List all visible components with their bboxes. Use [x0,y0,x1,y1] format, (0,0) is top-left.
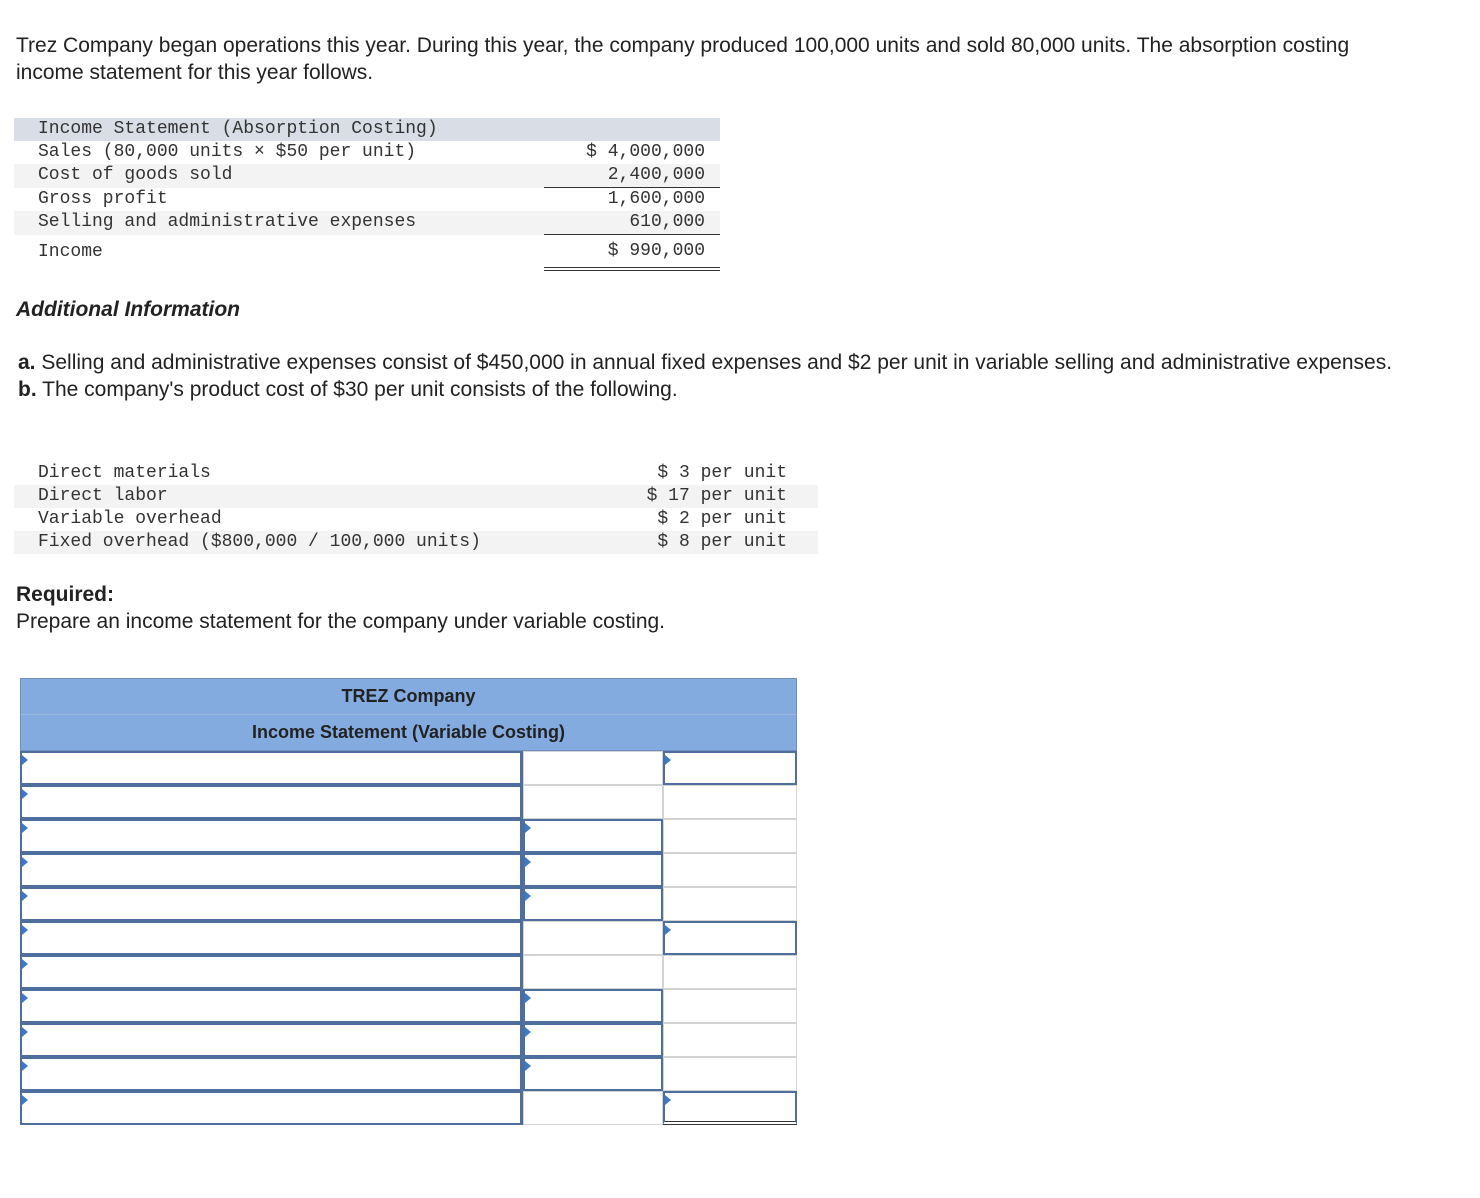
absorption-row-gross-profit [14,188,720,212]
required-title: Required: [16,583,115,606]
additional-item-b [18,376,1398,403]
row-value: $ 3 per unit [657,463,787,483]
absorption-row-cogs [14,164,720,188]
absorption-row-sga [14,211,720,235]
worksheet-row-4 [20,853,797,887]
line-label-input[interactable] [20,887,523,921]
worksheet-company-header [20,678,797,715]
line-label-input[interactable] [20,785,523,819]
total-cell [663,1057,797,1091]
line-label-input[interactable] [20,853,523,887]
row-value: $ 4,000,000 [586,142,705,162]
absorption-row-income [14,235,720,270]
worksheet-row-5 [20,887,797,921]
row-label: Direct labor [14,485,618,508]
total-cell [663,887,797,921]
line-label-input[interactable] [20,989,523,1023]
absorption-income-statement [14,118,720,271]
row-label: Fixed overhead ($800,000 / 100,000 units) [14,531,618,554]
product-cost-row [14,508,818,531]
row-value: 1,600,000 [607,189,705,209]
amount-cell [523,921,663,955]
line-label-input[interactable] [20,1023,523,1057]
additional-info-title: Additional Information [16,298,240,321]
worksheet-row-3 [20,819,797,853]
amount-input[interactable] [523,989,663,1023]
worksheet-row-11 [20,1091,797,1125]
line-label-input[interactable] [20,819,523,853]
line-label-input[interactable] [20,921,523,955]
row-label: Variable overhead [38,509,222,529]
item-text: The company's product cost of $30 per unit consists of the following. [42,378,678,401]
amount-input[interactable] [523,887,663,921]
worksheet-row-6 [20,921,797,955]
row-label: Sales (80,000 units × $50 per unit) [38,142,417,162]
absorption-header-row [14,118,720,141]
row-value: $ 8 per unit [618,531,818,554]
amount-input[interactable] [523,853,663,887]
row-value: $ 2 per unit [657,509,787,529]
worksheet-row-8 [20,989,797,1023]
total-cell [663,955,797,989]
amount-cell [523,785,663,819]
worksheet-row-9 [20,1023,797,1057]
amount-cell [523,751,663,785]
worksheet-row-2 [20,785,797,819]
worksheet-title: Income Statement (Variable Costing) [251,722,566,742]
product-cost-row [14,485,818,508]
amount-cell [523,955,663,989]
row-label: Selling and administrative expenses [14,211,544,235]
total-cell [663,989,797,1023]
absorption-title: Income Statement (Absorption Costing) [14,118,544,141]
additional-info-list [18,349,1398,403]
product-cost-row [14,462,818,485]
worksheet-row-7 [20,955,797,989]
total-cell [663,1023,797,1057]
row-value: 2,400,000 [544,164,720,188]
amount-cell [523,1091,663,1125]
total-input[interactable] [663,751,797,785]
worksheet-row-1 [20,751,797,785]
row-label: Cost of goods sold [14,164,544,188]
required-text: Prepare an income statement for the company under variable costing. [16,610,666,633]
line-label-input[interactable] [20,1091,523,1125]
worksheet-title-header [20,715,797,751]
total-input[interactable] [663,1091,797,1125]
problem-intro: Trez Company began operations this year. During this year, the company produced 100,000 units and sold 80,000 units. The absorption costing income statement for this year follows. [16,34,1350,84]
worksheet-company: TREZ Company [341,686,476,706]
row-value: $ 990,000 [544,235,720,270]
row-label: Gross profit [38,188,168,209]
total-input[interactable] [663,921,797,955]
line-label-input[interactable] [20,955,523,989]
total-cell [663,819,797,853]
worksheet-row-10 [20,1057,797,1091]
product-cost-table [14,462,818,554]
row-value: $ 17 per unit [618,485,818,508]
row-value: 610,000 [544,211,720,235]
item-text: Selling and administrative expenses consist of $450,000 in annual fixed expenses and $2 per unit in variable selling and administrative expenses. [41,351,1393,374]
row-label: Income [38,241,103,262]
total-cell [663,853,797,887]
variable-costing-worksheet [20,678,797,1125]
line-label-input[interactable] [20,751,523,785]
total-cell [663,785,797,819]
row-label: Direct materials [38,463,211,483]
absorption-row-sales [14,141,720,164]
amount-input[interactable] [523,1023,663,1057]
product-cost-row [14,531,818,554]
line-label-input[interactable] [20,1057,523,1091]
additional-item-a [18,349,1398,376]
amount-input[interactable] [523,819,663,853]
amount-input[interactable] [523,1057,663,1091]
item-marker: b. [18,378,37,401]
item-marker: a. [18,351,36,374]
